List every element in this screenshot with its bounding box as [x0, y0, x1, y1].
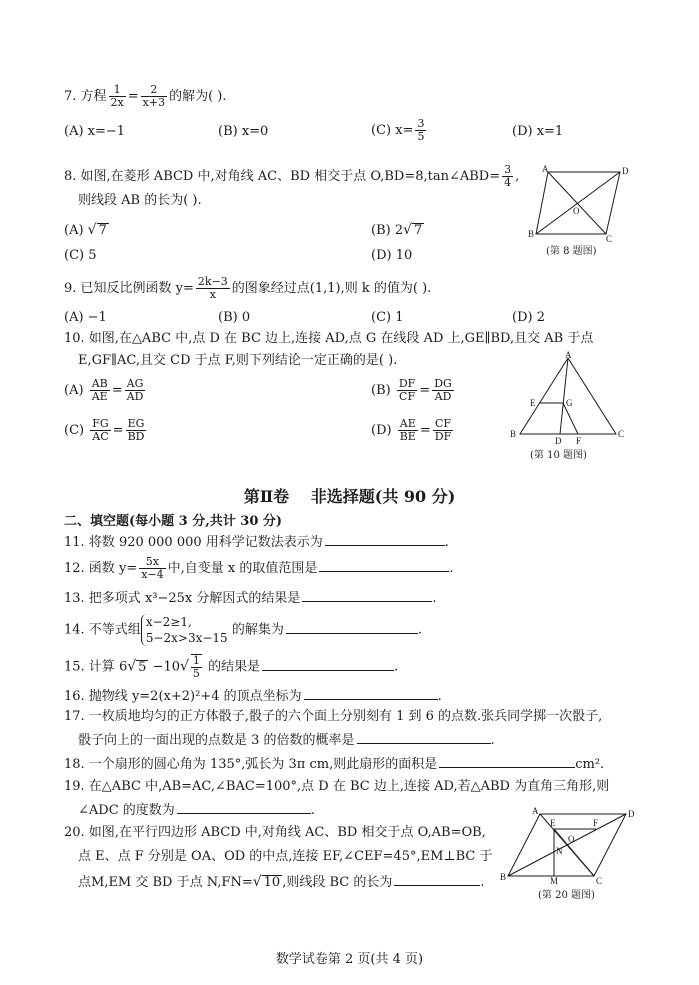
q7-fraction-1: [109, 84, 126, 109]
q8-option-a: (A) √ 7: [64, 222, 107, 238]
q8-f-den: 4: [504, 176, 512, 189]
question-19-line-2: ∠ADC 的度数为 .: [78, 800, 315, 820]
q9-option-d: (D) 2: [512, 310, 545, 325]
q18-answer-blank[interactable]: [439, 754, 575, 768]
q10-option-c: (C) $\frac{FG}{AC}$ = $\frac{EG}{BD}$: [64, 417, 145, 443]
fig20-label-d: D: [628, 809, 635, 819]
q10-c-n1: FG: [92, 417, 109, 430]
fig20-label-e: E: [550, 818, 556, 828]
q9-f-num: 2k−3: [197, 275, 228, 288]
q10-b-d2: AD: [434, 390, 452, 403]
q7-c-num: 3: [417, 117, 425, 130]
q8-text-1-end: ,: [515, 169, 520, 184]
q8-option-c: (C) 5: [64, 248, 97, 263]
q8-f-num: 3: [504, 163, 512, 176]
q15-f-num: 1: [192, 654, 200, 667]
q16-text: 16. 抛物线 y=2(x+2)²+4 的顶点坐标为: [64, 689, 302, 704]
question-20-line-1: 20. 如图,在平行四边形 ABCD 中,对角线 AC、BD 相交于点 O,AB=OB,: [64, 825, 486, 840]
fig20-label-c: C: [596, 876, 603, 886]
q8-option-b: (B) 2√ 7: [371, 222, 423, 238]
q10-b-n1: DF: [398, 377, 416, 390]
q7-option-b: (B) x=0: [218, 124, 269, 139]
q7-option-c: [371, 118, 428, 143]
q8-fraction: [502, 164, 513, 189]
q9-f-den: x: [209, 288, 216, 301]
fig8-label-c: C: [606, 234, 613, 244]
question-9: [64, 276, 431, 301]
q7-option-a: (A) x=−1: [64, 124, 126, 139]
q9-suffix: 的图象经过点(1,1),则 k 的值为( ).: [231, 281, 432, 296]
q7-prefix: 7. 方程: [64, 89, 107, 104]
q10-d-label: (D): [371, 423, 392, 438]
fig10-label-a: A: [565, 350, 572, 360]
q10-b-label: (B): [371, 383, 391, 398]
q10-d-n2: CF: [433, 418, 453, 431]
section-title: 第Ⅱ卷 非选择题(共 90 分): [243, 487, 456, 506]
q11-answer-blank[interactable]: [325, 532, 445, 546]
q14-answer-blank[interactable]: [286, 620, 418, 634]
q17-answer-blank[interactable]: [357, 730, 491, 744]
q10-option-d: (D) $\frac{AE}{BE}$ = $\frac{CF}{DF}$: [371, 417, 452, 443]
q9-fraction: [196, 276, 230, 301]
q10-a-d2: AD: [126, 390, 144, 403]
question-12: 12. 函数 y= $\frac{5x}{x-4}$ 中,自变量 x 的取值范围是 .: [64, 555, 454, 581]
q11-text: 11. 将数 920 000 000 用科学记数法表示为: [64, 535, 323, 550]
section-subtitle: 二、填空题(每小题 3 分,共计 30 分): [64, 514, 283, 529]
q9-prefix: 9. 已知反比例函数 y=: [64, 281, 194, 296]
q20-radicand: 10: [263, 875, 281, 890]
q10-b-d1: CF: [399, 390, 416, 403]
q17-text-2: 骰子向上的一面出现的点数是 3 的倍数的概率是: [78, 733, 355, 748]
q7-option-c-fraction: [415, 118, 426, 143]
fig10-label-c: C: [618, 429, 625, 439]
fig20-label-b: B: [500, 872, 507, 882]
fig20-label-f: F: [593, 818, 599, 828]
figure-8: [528, 164, 632, 248]
question-11: 11. 将数 920 000 000 用科学记数法表示为 .: [64, 532, 449, 552]
question-10-line-1: 10. 如图,在△ABC 中,点 D 在 BC 边上,连接 AD,点 G 在线段 AD 上,GE∥BD,且交 AB 于点: [64, 331, 594, 346]
q8-b-prefix: (B) 2: [371, 223, 404, 238]
q10-a-n1: AB: [91, 377, 108, 390]
fig8-label-a: A: [542, 164, 549, 174]
q20-answer-blank[interactable]: [394, 872, 480, 886]
q8-option-d: (D) 10: [371, 248, 413, 263]
fig10-label-e: E: [530, 398, 536, 408]
q14-suffix: 的解集为: [231, 622, 284, 638]
fig8-label-o: O: [573, 206, 580, 216]
question-10-line-2: E,GF∥AC,且交 CD 于点 F,则下列结论一定正确的是( ).: [78, 353, 398, 368]
q7-suffix: 的解为( ).: [169, 89, 227, 104]
q10-c-label: (C): [64, 423, 85, 438]
q15-answer-blank[interactable]: [262, 657, 394, 671]
question-13: 13. 把多项式 x³−25x 分解因式的结果是 .: [64, 588, 437, 608]
q8-a-radicand: 7: [98, 223, 107, 238]
q7-option-c-prefix: (C) x=: [371, 123, 414, 138]
q15-radicand: 5: [138, 659, 147, 675]
q12-f-den: x−4: [141, 568, 164, 581]
q8-a-prefix: (A): [64, 223, 88, 238]
figure-10-caption: (第 10 题图): [530, 450, 587, 461]
fig10-label-d: D: [555, 436, 562, 444]
q9-option-c: (C) 1: [371, 310, 404, 325]
figure-20: [498, 806, 638, 890]
q10-a-n2: AG: [125, 378, 146, 391]
fig10-label-f: F: [576, 436, 582, 444]
figure-20-caption: (第 20 题图): [538, 890, 595, 901]
q7-option-d: (D) x=1: [512, 124, 564, 139]
q13-answer-blank[interactable]: [302, 588, 432, 602]
q19-text-2: ∠ADC 的度数为: [78, 803, 175, 818]
q15-mid: −10: [148, 659, 180, 675]
q10-c-d2: BD: [127, 430, 145, 443]
q20-text-3-suffix: ,则线段 BC 的长为: [282, 875, 393, 890]
fig8-label-b: B: [528, 229, 535, 239]
q10-b-n2: DG: [434, 377, 452, 390]
q10-option-a: (A) $\frac{AB}{AE}$ = $\frac{AG}{AD}$: [64, 377, 144, 403]
q18-unit: cm².: [575, 757, 605, 772]
question-8-line-1: [64, 164, 519, 189]
q10-a-label: (A): [64, 383, 84, 398]
question-16: 16. 抛物线 y=2(x+2)²+4 的顶点坐标为 .: [64, 686, 442, 706]
fig20-label-m: M: [550, 876, 559, 886]
question-19-line-1: 19. 在△ABC 中,AB=AC,∠BAC=100°,点 D 在 BC 边上,连接 AD,若△ABD 为直角三角形,则: [64, 779, 610, 794]
q10-d-d2: DF: [434, 430, 452, 443]
q12-suffix: 中,自变量 x 的取值范围是: [167, 561, 318, 576]
question-20-line-2: 点 E、点 F 分别是 OA、OD 的中点,连接 EF,∠CEF=45°,EM⊥BC 于: [78, 849, 493, 864]
figure-10: [508, 350, 628, 448]
q10-a-d1: AE: [91, 390, 108, 403]
q20-text-3-prefix: 点M,EM 交 BD 于点 N,FN=: [78, 875, 253, 890]
q15-suffix: 的结果是: [208, 659, 261, 675]
q12-prefix: 12. 函数 y=: [64, 561, 138, 576]
q8-b-radicand: 7: [414, 223, 423, 238]
question-7: [64, 84, 227, 109]
q14-inequality-system: [141, 614, 228, 646]
q13-text: 13. 把多项式 x³−25x 分解因式的结果是: [64, 591, 301, 606]
q7-c-den: 5: [417, 130, 425, 143]
fig20-label-o: O: [568, 834, 575, 844]
q8-text-1: 8. 如图,在菱形 ABCD 中,对角线 AC、BD 相交于点 O,BD=8,tan∠ABD=: [64, 169, 501, 184]
q16-answer-blank[interactable]: [304, 686, 438, 700]
q10-d-n1: AE: [398, 418, 418, 431]
question-20-line-3: 点M,EM 交 BD 于点 N,FN=√ 10 ,则线段 BC 的长为 .: [78, 874, 485, 890]
q9-option-a: (A) −1: [64, 310, 107, 325]
fig8-label-d: D: [622, 166, 629, 176]
q10-c-d1: AC: [92, 430, 109, 443]
q9-option-b: (B) 0: [218, 310, 251, 325]
fig20-label-a: A: [532, 806, 539, 816]
q7-f2-numerator: 2: [141, 84, 167, 97]
fig20-label-n: N: [556, 846, 563, 856]
q18-text: 18. 一个扇形的圆心角为 135°,弧长为 3π cm,则此扇形的面积是: [64, 757, 438, 772]
q10-c-n2: EG: [126, 418, 147, 431]
q7-f1-denominator: 2x: [110, 96, 124, 109]
fig10-label-b: B: [510, 429, 517, 439]
q15-prefix: 15. 计算 6: [64, 659, 128, 675]
q12-f-num: 5x: [139, 556, 165, 569]
q7-equals: =: [127, 89, 139, 104]
q19-answer-blank[interactable]: [177, 800, 311, 814]
q14-prefix: 14. 不等式组: [64, 622, 141, 638]
question-18: [64, 754, 604, 774]
q14-row-2: 5−2x>3x−15: [145, 631, 228, 645]
page-footer: 数学试卷第 2 页(共 4 页): [275, 952, 424, 967]
q15-f-den: 5: [192, 667, 200, 680]
question-17-line-1: 17. 一枚质地均匀的正方体骰子,骰子的六个面上分别刻有 1 到 6 的点数.张兵同学掷一次骰子,: [64, 709, 603, 724]
question-17-line-2: 骰子向上的一面出现的点数是 3 的倍数的概率是 .: [78, 730, 495, 750]
fig10-label-g: G: [566, 398, 573, 408]
q7-f2-denominator: x+3: [142, 96, 166, 109]
q14-row-1: x−2≥1,: [145, 615, 192, 629]
q10-d-d1: BE: [399, 430, 416, 443]
question-15: 15. 计算 6√ 5 −10√ $\frac{1}{5}$ 的结果是 .: [64, 654, 399, 680]
q7-f1-numerator: 1: [109, 84, 126, 97]
question-14: 14. 不等式组 x−2≥1, 5−2x>3x−15 的解集为 .: [64, 615, 422, 645]
q12-answer-blank[interactable]: [319, 558, 449, 572]
figure-8-caption: (第 8 题图): [546, 246, 597, 257]
question-8-line-2: 则线段 AB 的长为( ).: [78, 193, 202, 208]
q10-option-b: (B) $\frac{DF}{CF}$ = $\frac{DG}{AD}$: [371, 377, 452, 403]
q7-fraction-2: [141, 84, 167, 109]
